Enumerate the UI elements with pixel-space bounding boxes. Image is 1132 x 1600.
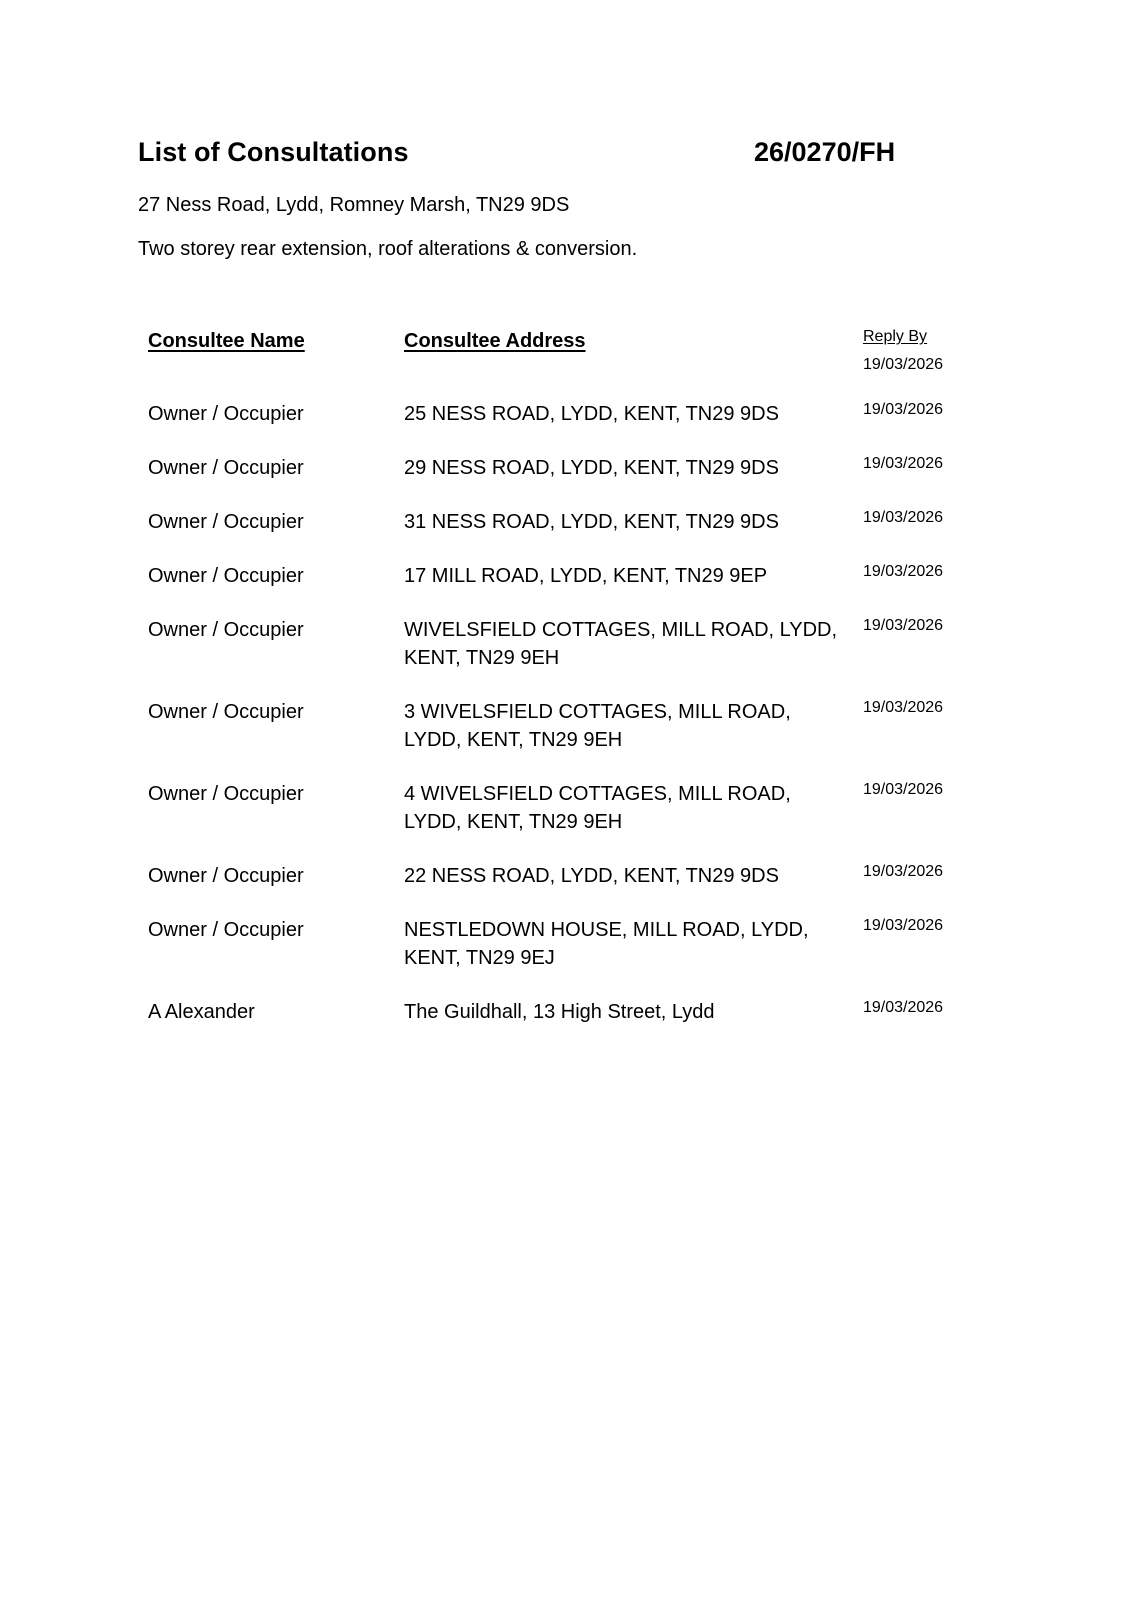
table-row — [0, 400, 1132, 428]
column-header-reply-by: Reply By — [863, 328, 928, 345]
consultee-name: A Alexander — [148, 1001, 255, 1023]
table-row — [0, 998, 1132, 1026]
consultee-address: 25 NESS ROAD, LYDD, KENT, TN29 9DS — [404, 403, 779, 425]
consultee-name: Owner / Occupier — [148, 403, 304, 425]
table-row — [0, 454, 1132, 482]
column-header-address: Consultee Address — [404, 330, 586, 352]
table-row — [0, 916, 1132, 972]
reply-by-date: 19/03/2026 — [863, 781, 944, 798]
consultee-name: Owner / Occupier — [148, 701, 304, 723]
reply-by-date: 19/03/2026 — [863, 617, 944, 634]
consultee-address: WIVELSFIELD COTTAGES, MILL ROAD, LYDD, KENT, TN29 9EH — [404, 619, 838, 669]
consultee-address: 4 WIVELSFIELD COTTAGES, MILL ROAD, LYDD, KENT, TN29 9EH — [404, 783, 791, 833]
proposal-description: Two storey rear extension, roof alterations & conversion. — [138, 238, 638, 260]
reply-by-date: 19/03/2026 — [863, 699, 944, 716]
consultee-address: 22 NESS ROAD, LYDD, KENT, TN29 9DS — [404, 865, 779, 887]
consultee-name: Owner / Occupier — [148, 619, 304, 641]
consultee-name: Owner / Occupier — [148, 457, 304, 479]
column-header-reply-date: 19/03/2026 — [863, 356, 944, 373]
column-header-name: Consultee Name — [148, 330, 305, 352]
consultee-name: Owner / Occupier — [148, 783, 304, 805]
reply-by-date: 19/03/2026 — [863, 563, 944, 580]
consultee-address: NESTLEDOWN HOUSE, MILL ROAD, LYDD, KENT, TN29 9EJ — [404, 919, 809, 969]
consultee-name: Owner / Occupier — [148, 919, 304, 941]
reply-by-date: 19/03/2026 — [863, 917, 944, 934]
table-row — [0, 698, 1132, 754]
site-address: 27 Ness Road, Lydd, Romney Marsh, TN29 9DS — [138, 194, 570, 216]
application-reference: 26/0270/FH — [754, 137, 896, 167]
consultee-address: 31 NESS ROAD, LYDD, KENT, TN29 9DS — [404, 511, 779, 533]
reply-by-date: 19/03/2026 — [863, 999, 944, 1016]
table-row — [0, 780, 1132, 836]
reply-by-date: 19/03/2026 — [863, 455, 944, 472]
consultee-list — [0, 400, 1132, 1026]
table-row — [0, 862, 1132, 890]
page-title: List of Consultations — [138, 137, 409, 167]
consultee-name: Owner / Occupier — [148, 865, 304, 887]
consultee-address: 3 WIVELSFIELD COTTAGES, MILL ROAD, LYDD, KENT, TN29 9EH — [404, 701, 791, 751]
reply-by-date: 19/03/2026 — [863, 863, 944, 880]
consultee-address: 17 MILL ROAD, LYDD, KENT, TN29 9EP — [404, 565, 768, 587]
reply-by-date: 19/03/2026 — [863, 401, 944, 418]
consultee-address: The Guildhall, 13 High Street, Lydd — [404, 1001, 715, 1023]
consultee-name: Owner / Occupier — [148, 565, 304, 587]
table-row — [0, 508, 1132, 536]
table-row — [0, 616, 1132, 672]
reply-by-date: 19/03/2026 — [863, 509, 944, 526]
table-row — [0, 562, 1132, 590]
consultee-address: 29 NESS ROAD, LYDD, KENT, TN29 9DS — [404, 457, 779, 479]
consultee-name: Owner / Occupier — [148, 511, 304, 533]
